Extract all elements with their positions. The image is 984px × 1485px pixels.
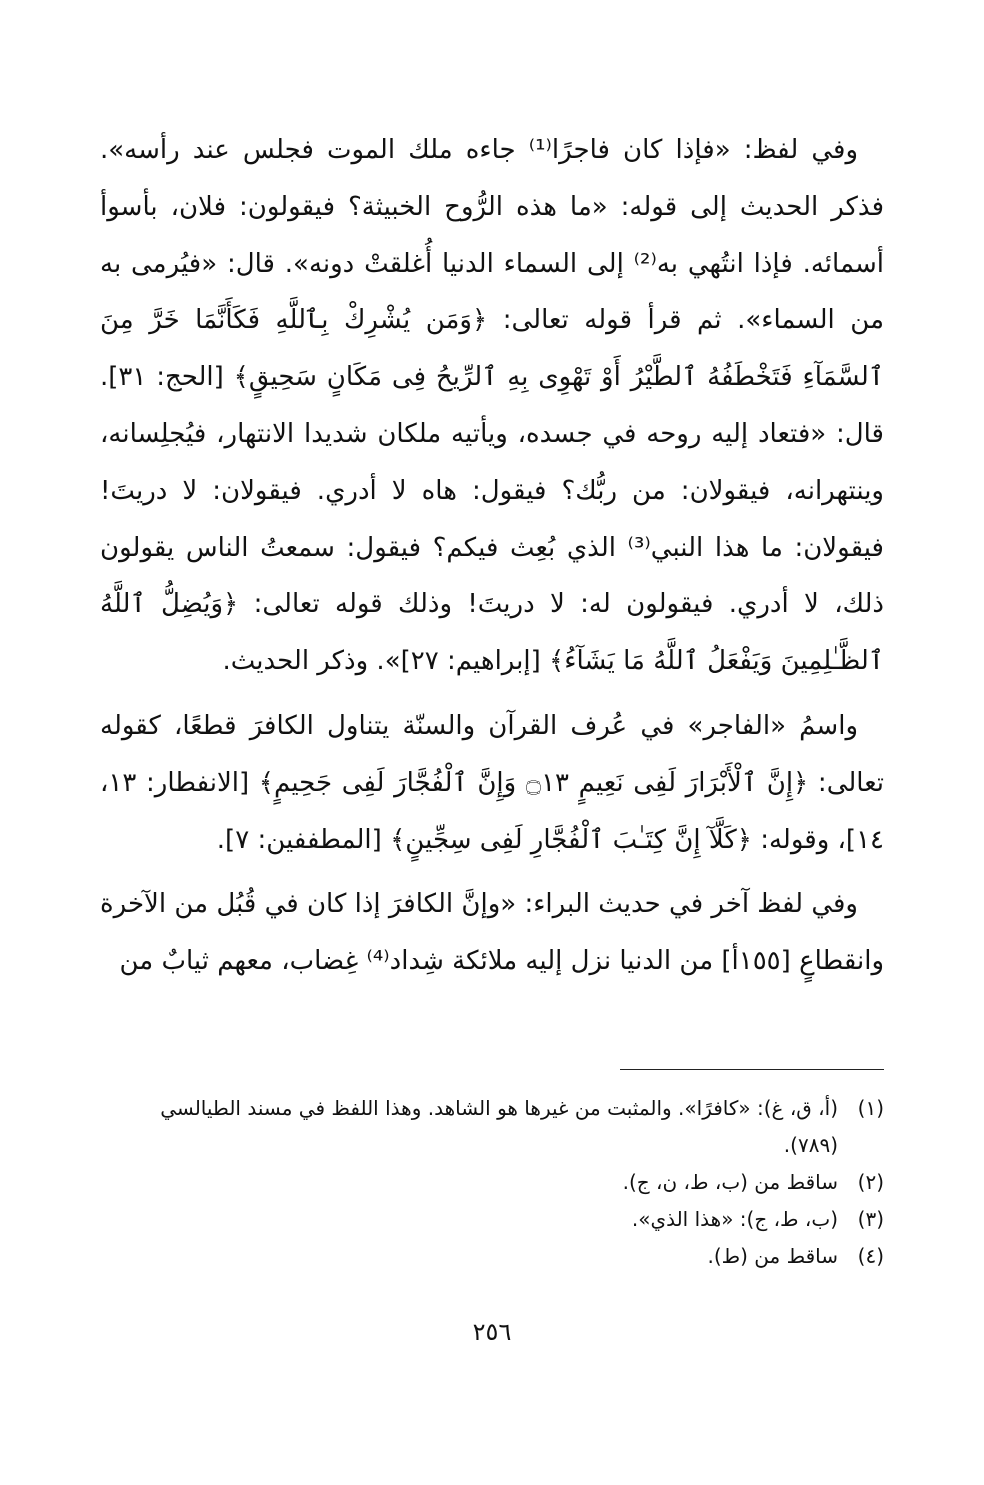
footnote-text: ساقط من (ط). (707, 1244, 838, 1268)
footnote-divider (620, 1069, 884, 1070)
footnote-3 (100, 1201, 884, 1238)
footnote-text: (أ، ق، غ): «كافرًا». والمثبت من غيرها هو الشاهد. وهذا اللفظ في مسند الطيالسي (٧٨٩). (160, 1096, 838, 1157)
footnotes (100, 1090, 884, 1275)
footnote-number: (٤) (857, 1244, 884, 1268)
footnote-1 (100, 1090, 884, 1164)
footnote-number: (٣) (857, 1207, 884, 1231)
paragraph-3: وفي لفظ آخر في حديث البراء: «وإنَّ الكافرَ إذا كان في قُبُل من الآخرة وانقطاعٍ [١٥٥أ] من الدنيا نزل إليه ملائكة شِداد⁽⁴⁾ غِضاب، معهم ثيابٌ من (100, 889, 884, 977)
footnote-text: ساقط من (ب، ط، ن، ج). (622, 1170, 838, 1194)
paragraph-1: وفي لفظ: «فإذا كان فاجرًا⁽¹⁾ جاءه ملك الموت فجلس عند رأسه». فذكر الحديث إلى قوله: «ما هذه الرُّوح الخبيثة؟ فيقولون: فلان، بأسوأ أسمائه. فإذا انتُهي به⁽²⁾ إلى السماء الدنيا أُغلقتْ دونه». قال: «فيُرمى به من السماء». ثم قرأ قوله تعالى: ﴿وَمَن يُشْرِكْ بِٱللَّهِ فَكَأَنَّمَا خَرَّ مِنَ ٱلسَّمَآءِ فَتَخْطَفُهُ ٱلطَّيْرُ أَوْ تَهْوِى بِهِ ٱلرِّيحُ فِى مَكَانٍ سَحِيقٍ﴾ [الحج: ٣١]. قال: «فتعاد إليه روحه في جسده، ويأتيه ملكان شديدا الانتهار، فيُجلِسانه، وينتهرانه، فيقولان: من ربُّك؟ فيقول: هاه لا أدري. فيقولان: لا دريتَ! فيقولان: ما هذا النبي⁽³⁾ الذي بُعِث فيكم؟ فيقول: سمعتُ الناس يقولون ذلك، لا أدري. فيقولون له: لا دريتَ! وذلك قوله تعالى: ﴿وَيُضِلُّ ٱللَّهُ ٱلظَّـٰلِمِينَ وَيَفْعَلُ ٱللَّهُ مَا يَشَآءُ﴾ [إبراهيم: ٢٧]». وذكر الحديث. (100, 135, 885, 677)
paragraph-2: واسمُ «الفاجر» في عُرف القرآن والسنّة يتناول الكافرَ قطعًا، كقوله تعالى: ﴿إِنَّ ٱلْأَبْرَارَ لَفِى نَعِيمٍ ۝١٣ وَإِنَّ ٱلْفُجَّارَ لَفِى جَحِيمٍ﴾ [الانفطار: ١٣، ١٤]، وقوله: ﴿كَلَّآ إِنَّ كِتَـٰبَ ٱلْفُجَّارِ لَفِى سِجِّينٍ﴾ [المطففين: ٧]. (100, 710, 884, 855)
footnote-4 (100, 1238, 884, 1275)
page-number: ٢٥٦ (472, 1318, 512, 1346)
main-text (100, 122, 884, 990)
footnote-number: (٢) (857, 1170, 884, 1194)
footnote-2 (100, 1164, 884, 1201)
footnote-number: (١) (857, 1096, 884, 1120)
footnote-text: (ب، ط، ج): «هذا الذي». (631, 1207, 838, 1231)
